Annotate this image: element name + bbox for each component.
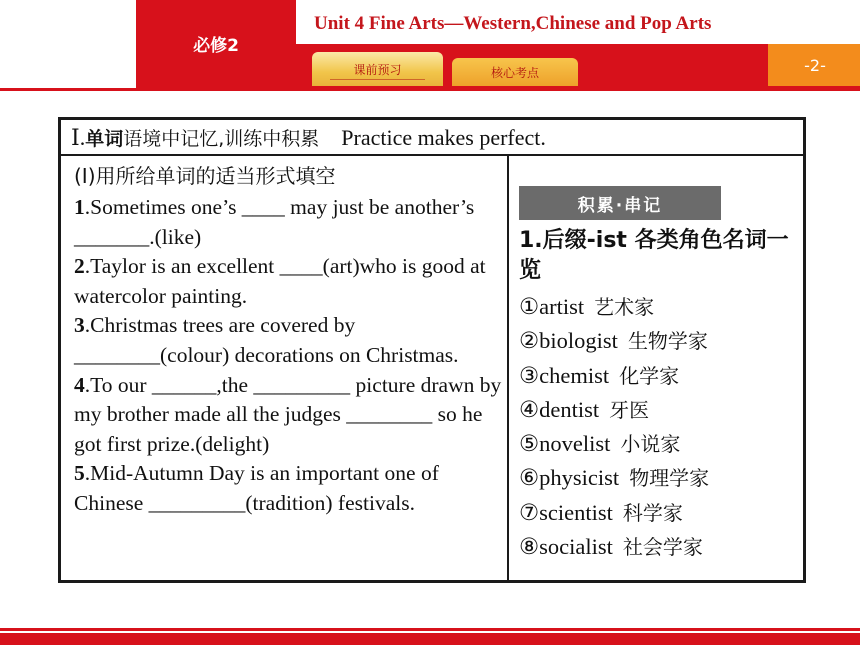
exercise-item: 1.Sometimes one’s ____ may just be another’s _______.(like) <box>74 195 475 249</box>
section-heading <box>61 120 803 156</box>
list-item: ⑦scientist 科学家 <box>519 499 683 525</box>
tab-preview-label: 课前预习 <box>353 62 402 77</box>
list-item: ②biologist 生物学家 <box>519 328 708 354</box>
tab-underline <box>330 79 425 80</box>
list-item: ⑧socialist 社会学家 <box>519 534 703 560</box>
tab-key-points-label: 核心考点 <box>490 65 539 80</box>
section-en: Practice makes perfect. <box>341 125 546 150</box>
tab-preview[interactable] <box>312 52 443 86</box>
book-label-text: 必修2 <box>193 35 239 56</box>
exercise-item: 2.Taylor is an excellent ____(art)who is good at watercolor painting. <box>74 254 486 308</box>
exercise-column <box>74 159 504 519</box>
header-divider <box>0 88 860 91</box>
list-item: ⑤novelist 小说家 <box>519 431 681 457</box>
section-bold: 单词 <box>85 128 124 150</box>
book-label <box>136 0 296 88</box>
list-item: ③chemist 化学家 <box>519 362 680 388</box>
exercise-instruction: (Ⅰ)用所给单词的适当形式填空 <box>74 164 336 188</box>
notes-title: 1.后缀-ist 各类角色名词一览 <box>519 228 789 283</box>
exercise-table <box>58 117 806 583</box>
footer-band <box>0 633 860 645</box>
notes-tag: 积累·串记 <box>519 186 721 220</box>
footer-line <box>0 628 860 631</box>
exercise-item: 5.Mid-Autumn Day is an important one of Chinese _________(tradition) festivals. <box>74 461 439 515</box>
list-item: ⑥physicist 物理学家 <box>519 465 710 491</box>
list-item: ④dentist 牙医 <box>519 396 650 422</box>
unit-title: Unit 4 Fine Arts—Western,Chinese and Pop Arts <box>314 13 712 34</box>
exercise-item: 4.To our ______,the _________ picture drawn by my brother made all the judges ________ so he got first prize.(delight) <box>74 372 502 456</box>
section-roman: Ⅰ. <box>71 125 86 150</box>
header-left-blank <box>0 0 136 88</box>
notes-column <box>519 186 804 564</box>
section-cn: 语境中记忆,训练中积累 <box>123 128 320 150</box>
exercise-item: 3.Christmas trees are covered by ________(colour) decorations on Christmas. <box>74 313 459 367</box>
column-divider <box>507 156 509 580</box>
page-number: -2- <box>768 44 860 86</box>
tab-key-points[interactable] <box>452 58 578 86</box>
notes-list <box>519 290 804 564</box>
list-item: ①artist 艺术家 <box>519 294 655 319</box>
